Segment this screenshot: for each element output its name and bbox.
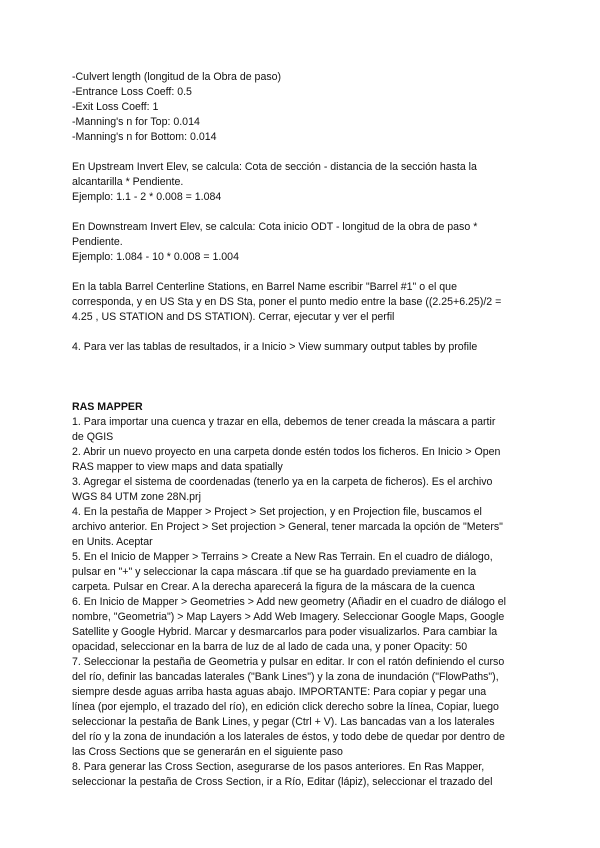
- text-line: alcantarilla * Pendiente.: [72, 176, 184, 188]
- text-line: En la tabla Barrel Centerline Stations, en Barrel Name escribir "Barrel #1" o el que: [72, 281, 457, 293]
- text-line: carpeta. Pulsar en Crear. A la derecha aparecerá la figura de la máscara de la cuenca: [72, 581, 475, 593]
- text-line: seleccionar la pestaña de Bank Lines, y pegar (Ctrl + V). Las bancadas van a los laterales: [72, 716, 495, 728]
- text-line: nombre, "Geometria") > Map Layers > Add Web Imagery. Seleccionar Google Maps, Google: [72, 611, 505, 623]
- ras-mapper-heading: RAS MAPPER: [72, 401, 143, 413]
- text-line: 3. Agregar el sistema de coordenadas (tenerlo ya en la carpeta de ficheros). Es el archivo: [72, 476, 493, 488]
- text-line: 6. En Inicio de Mapper > Geometries > Add new geometry (Añadir en el cuadro de diálogo el: [72, 596, 507, 608]
- text-line: -Exit Loss Coeff: 1: [72, 101, 159, 113]
- culvert-parameters: [72, 70, 532, 145]
- text-line: -Culvert length (longitud de la Obra de paso): [72, 71, 282, 83]
- text-line: -Manning's n for Bottom: 0.014: [72, 131, 217, 143]
- text-line: Ejemplo: 1.084 - 10 * 0.008 = 1.004: [72, 251, 239, 263]
- text-line: 2. Abrir un nuevo proyecto en una carpeta donde estén todos los ficheros. En Inicio > Open: [72, 446, 501, 458]
- text-line: WGS 84 UTM zone 28N.prj: [72, 491, 201, 503]
- text-line: RAS mapper to view maps and data spatially: [72, 461, 283, 473]
- text-line: las Cross Sections que se generarán en el siguiente paso: [72, 746, 343, 758]
- text-line: 4.25 , US STATION and DS STATION). Cerrar, ejecutar y ver el perfil: [72, 311, 395, 323]
- text-line: seleccionar la pestaña de Cross Section, ir a Río, Editar (lápiz), seleccionar el trazado del: [72, 776, 493, 788]
- text-line: en Units. Aceptar: [72, 536, 153, 548]
- text-line: 7. Seleccionar la pestaña de Geometria y pulsar en editar. Ir con el ratón definiendo el curso: [72, 656, 505, 668]
- barrel-paragraph: [72, 280, 532, 325]
- text-line: pulsar en "+" y seleccionar la capa máscara .tif que se ha guardado previamente en la: [72, 566, 477, 578]
- text-line: siempre desde aguas arriba hasta aguas abajo. IMPORTANTE: Para copiar y pegar una: [72, 686, 487, 698]
- text-line: -Entrance Loss Coeff: 0.5: [72, 86, 192, 98]
- text-line: Pendiente.: [72, 236, 123, 248]
- text-line: En Upstream Invert Elev, se calcula: Cota de sección - distancia de la sección hasta la: [72, 161, 477, 173]
- document-body: [72, 70, 532, 790]
- text-line: del río, definir las bancadas laterales ("Bank Lines") y la zona de inundación ("FlowPaths"),: [72, 671, 499, 683]
- text-line: Satellite y Google Hybrid. Marcar y desmarcarlos para poder visualizarlos. Para cambiar la: [72, 626, 498, 638]
- step-4-paragraph: [72, 340, 532, 355]
- text-line: En Downstream Invert Elev, se calcula: Cota inicio ODT - longitud de la obra de paso *: [72, 221, 478, 233]
- upstream-paragraph: [72, 160, 532, 205]
- downstream-paragraph: [72, 220, 532, 265]
- text-line: archivo anterior. En Project > Set projection > General, tener marcada la opción de "Meters": [72, 521, 503, 533]
- text-line: corresponda, y en US Sta y en DS Sta, poner el punto medio entre la base ((2.25+6.25)/2 =: [72, 296, 502, 308]
- text-line: opacidad, seleccionar en la barra de luz de al lado de cada una, y poner Opacity: 50: [72, 641, 468, 653]
- ras-mapper-steps: [72, 415, 532, 790]
- text-line: de QGIS: [72, 431, 114, 443]
- text-line: línea (por ejemplo, el trazado del río), en edición click derecho sobre la línea, Copiar, luego: [72, 701, 499, 713]
- text-line: Ejemplo: 1.1 - 2 * 0.008 = 1.084: [72, 191, 222, 203]
- section-spacer: [72, 370, 532, 400]
- text-line: 4. En la pestaña de Mapper > Project > Set projection, y en Projection file, buscamos el: [72, 506, 482, 518]
- text-line: 8. Para generar las Cross Section, asegurarse de los pasos anteriores. En Ras Mapper,: [72, 761, 485, 773]
- text-line: -Manning's n for Top: 0.014: [72, 116, 200, 128]
- text-line: 5. En el Inicio de Mapper > Terrains > Create a New Ras Terrain. En el cuadro de diálogo,: [72, 551, 493, 563]
- text-line: 4. Para ver las tablas de resultados, ir a Inicio > View summary output tables by profile: [72, 341, 478, 353]
- text-line: 1. Para importar una cuenca y trazar en ella, debemos de tener creada la máscara a partir: [72, 416, 496, 428]
- text-line: del río y la zona de inundación a los laterales de éstos, y todo debe de quedar por dentro de: [72, 731, 505, 743]
